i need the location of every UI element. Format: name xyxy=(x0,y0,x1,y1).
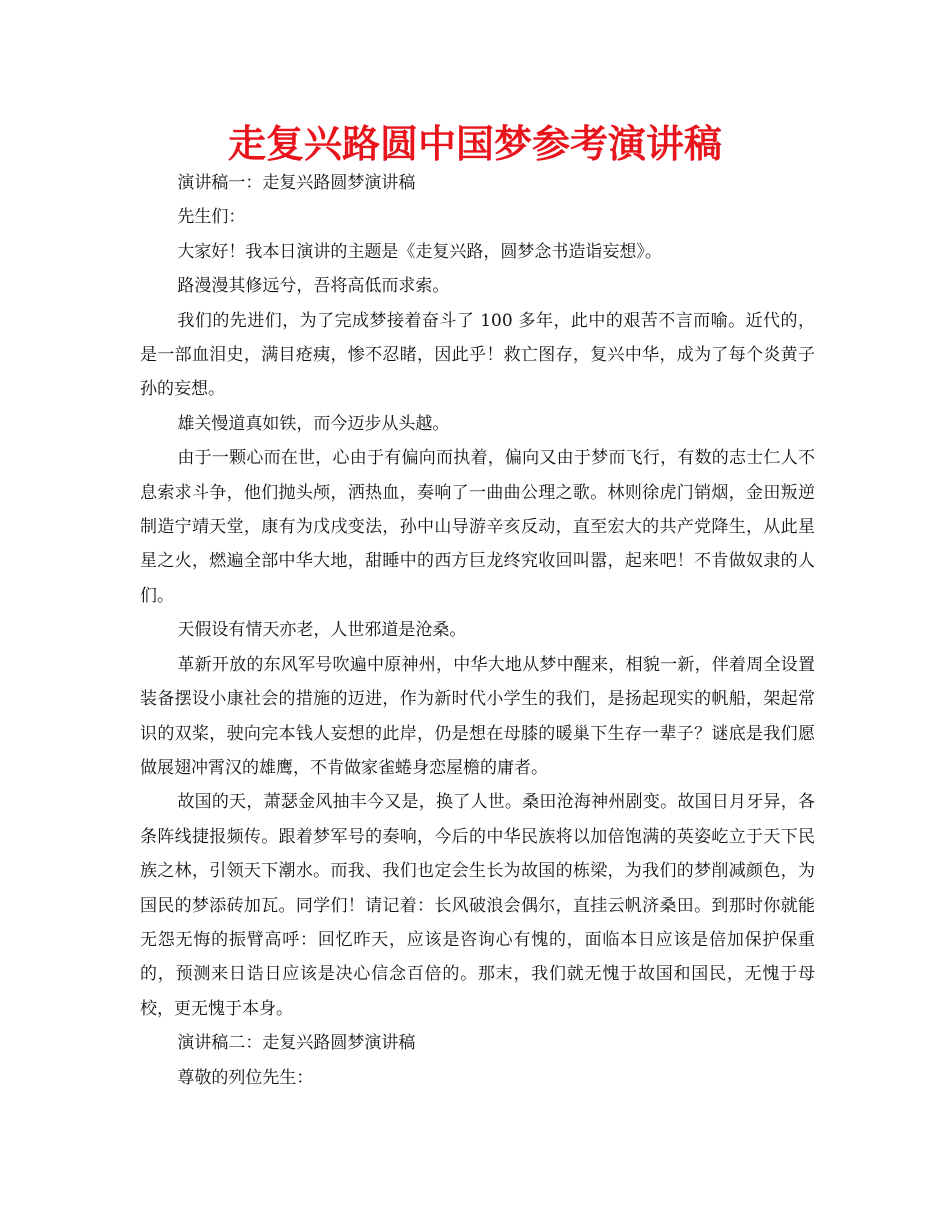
paragraph-quote-1: 路漫漫其修远兮，吾将高低而求索。 xyxy=(177,276,450,297)
paragraph-salutation: 先生们： xyxy=(177,207,246,228)
document-title: 走复兴路圆中国梦参考演讲稿 xyxy=(227,122,722,166)
paragraph-heroes: 由于一颗心而在世，心由于有偏向而执着，偏向又由于梦而飞行，有数的志士仁人不息索求斗争，他们抛头颅，洒热血，奏响了一曲曲公理之歌。林则徐虎门销烟，金田叛逆制造宁靖天堂，康有为戊戌变法，孙中山导游辛亥反动，直至宏大的共产党降生，从此星星之火，燃遍全部中华大地，甜睡中的西方巨龙终究收回叫嚣，起来吧！不肯做奴隶的人们。 xyxy=(140,448,815,606)
paragraph-greeting: 大家好！我本日演讲的主题是《走复兴路，圆梦念书造诣妄想》。 xyxy=(177,241,662,262)
paragraph-motherland: 故国的天，萧瑟金风抽丰今又是，换了人世。桑田沧海神州剧变。故国日月牙异，各条阵线捷报频传。跟着梦军号的奏响，今后的中华民族将以加倍饱满的英姿屹立于天下民族之林，引领天下潮水。而我、我们也定会生长为故国的栋梁，为我们的梦削减颜色，为国民的梦添砖加瓦。同学们！请记着：长风破浪会偶尔，直挂云帆济桑田。到那时你就能无怨无悔的振臂高呼：回忆昨天，应该是咨询心有愧的，面临本日应该是倍加保护保重的，预测来日诰日应该是决心信念百倍的。那末，我们就无愧于故国和国民，无愧于母校，更无愧于本身。 xyxy=(140,792,815,1019)
paragraph-speech-two-salutation: 尊敬的列位先生： xyxy=(177,1067,314,1088)
paragraph-speech-one-heading: 演讲稿一：走复兴路圆梦演讲稿 xyxy=(177,173,416,193)
paragraph-speech-two-heading: 演讲稿二：走复兴路圆梦演讲稿 xyxy=(177,1033,416,1054)
paragraph-quote-3: 天假设有情天亦老，人世邪道是沧桑。 xyxy=(177,620,467,641)
paragraph-history: 我们的先进们，为了完成梦接着奋斗了 100 多年，此中的艰苦不言而喻。近代的，是一部血泪史，满目疮痍，惨不忍睹，因此乎！救亡图存，复兴中华，成为了每个炎黄子孙的妄想。 xyxy=(140,310,815,400)
paragraph-quote-2: 雄关慢道真如铁，而今迈步从头越。 xyxy=(177,413,450,434)
paragraph-reform: 革新开放的东风军号吹遍中原神州，中华大地从梦中醒来，相貌一新，伴着周全设置装备摆设小康社会的措施的迈进，作为新时代小学生的我们，是扬起现实的帆船，架起常识的双桨，驶向完本钱人妄想的此岸，仍是想在母膝的暖巢下生存一辈子？谜底是我们愿做展翅冲霄汉的雄鹰，不肯做家雀蜷身恋屋檐的庸者。 xyxy=(140,654,815,778)
document-body xyxy=(140,166,815,1095)
